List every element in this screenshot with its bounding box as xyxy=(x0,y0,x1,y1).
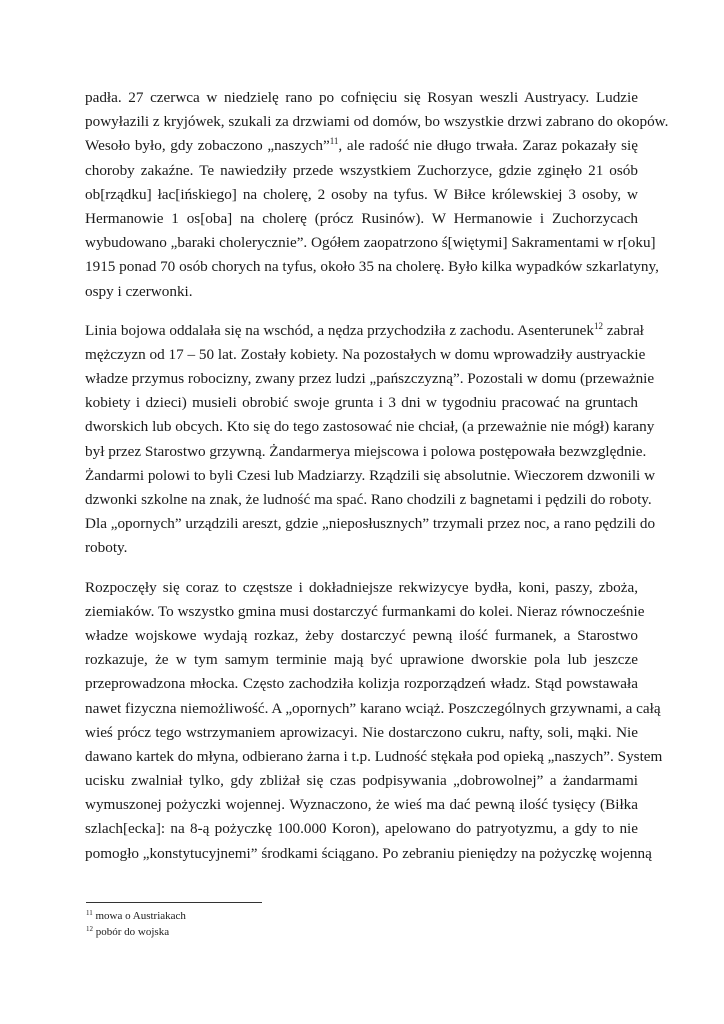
text-segment: , ale radość nie długo trwała. Zaraz pokazały się xyxy=(338,137,638,155)
text-line: pomogło „konstytucyjnemi” środkami ściągano. Po zebraniu pieniędzy na pożyczkę wojenną xyxy=(85,844,652,862)
footnote-number: 11 xyxy=(86,909,93,917)
text-line: był przez Starostwo grzywną. Żandarmerya miejscowa i polowa postępowała bezwzględnie. xyxy=(85,442,647,460)
text-line: Rozpoczęły się coraz to częstsze i dokładniejsze rekwizycye bydła, koni, paszy, zboża, xyxy=(85,578,638,596)
text-segment: zabrał xyxy=(603,321,644,339)
paragraph xyxy=(85,86,669,304)
text-line xyxy=(85,319,644,343)
footnote-text: pobór do wojska xyxy=(93,925,170,938)
text-line: władze przymus robocizny, zwany przez ludzi „pańszczyzną”. Pozostali w domu (przeważnie xyxy=(85,370,655,388)
text-line: przeprowadzona młocka. Często zachodziła kolizja rozporządzeń władz. Stąd powstawała xyxy=(85,675,638,693)
footnote-separator xyxy=(86,902,262,903)
text-line: 1915 ponad 70 osób chorych na tyfus, około 35 na cholerę. Było kilka wypadków szkarlatyny, xyxy=(85,258,659,276)
text-line: Hermanowie 1 os[oba] na cholerę (prócz Rusinów). W Hermanowie i Zuchorzycach xyxy=(85,209,638,227)
footnote-text: mowa o Austriakach xyxy=(92,910,186,922)
footnote-reference[interactable]: 12 xyxy=(594,320,604,331)
text-line: władze wojskowe wydają rozkaz, żeby dostarczyć pewną ilość furmanek, a Starostwo xyxy=(85,626,638,644)
text-line: wieś prócz tego wstrzymaniem aprowizacyi. Nie dostarczono cukru, nafty, soli, mąki. Nie xyxy=(85,723,638,741)
footnote-reference[interactable]: 11 xyxy=(329,136,339,147)
text-line: choroby zakaźne. Te nawiedziły przede wszystkiem Zuchorzyce, gdzie zginęło 21 osób xyxy=(85,161,638,179)
text-line: Żandarmi polowi to byli Czesi lub Madziarzy. Rządzili się absolutnie. Wieczorem dzwonili w xyxy=(85,466,656,484)
text-line: ob[rządku] łac[ińskiego] na cholerę, 2 osoby na tyfus. W Biłce królewskiej 3 osoby, w xyxy=(85,185,638,203)
text-line: szlach[ecka]: na 8-ą pożyczkę 100.000 Koron), apelowano do patryotyzmu, a gdy to nie xyxy=(85,820,638,838)
body-text xyxy=(85,86,669,881)
text-line: ziemiaków. To wszystko gmina musi dostarczyć furmankami do kolei. Nieraz równocześnie xyxy=(85,602,645,620)
text-line: roboty. xyxy=(85,539,128,557)
text-line: kobiety i dzieci) musieli obrobić swoje grunta i 3 dni w tygodniu pracować na gruntach xyxy=(85,394,638,412)
footnote-11 xyxy=(86,909,186,925)
text-line: ucisku zwalniał tylko, gdy zbliżał się czas podpisywania „dobrowolnej” a żandarmami xyxy=(85,772,638,790)
text-line: dzwonki szkolne na znak, że ludność ma spać. Rano chodzili z bagnetami i pędzili do roboty. xyxy=(85,491,652,508)
text-line: dworskich lub obcych. Kto się do tego zastosować nie chciał, (a przeważnie nie mógł) karany xyxy=(85,418,655,436)
footnote-12 xyxy=(86,925,186,941)
text-segment: Linia bojowa oddalała się na wschód, a nędza przychodziła z zachodu. Asenterunek xyxy=(85,321,595,339)
text-line: dawano kartek do młyna, odbierano żarna i t.p. Ludność stękała pod opieką „naszych”. System xyxy=(85,747,663,765)
text-line xyxy=(85,134,638,158)
text-line: ospy i czerwonki. xyxy=(85,282,193,300)
footnote-number: 12 xyxy=(86,924,93,933)
text-line: mężczyzn od 17 – 50 lat. Zostały kobiety. Na pozostałych w domu wprowadziły austryackie xyxy=(85,345,646,363)
text-line: nawet fizyczna niemożliwość. A „opornych” karano wciąż. Poszczególnych grzywnami, a całą xyxy=(85,699,661,717)
paragraph xyxy=(85,319,656,561)
text-line: padła. 27 czerwca w niedzielę rano po cofnięciu się Rosyan weszli Austryacy. Ludzie xyxy=(85,89,638,106)
paragraph xyxy=(85,576,663,866)
text-line: powyłazili z kryjówek, szukali za drzwiami od domów, bo wszystkie drzwi zabrano do okopów. xyxy=(85,113,669,131)
text-line: rozkazuje, że w tym samym terminie mają być uprawione dworskie pola lub jeszcze xyxy=(85,651,638,669)
text-segment: Wesoło było, gdy zobaczono „naszych” xyxy=(85,137,330,155)
text-line: wymuszonej pożyczki wojennej. Wyznaczono, że wieś ma dać pewną ilość tysięcy (Biłka xyxy=(85,796,638,814)
footnotes xyxy=(86,909,186,940)
text-line: wybudowano „baraki cholerycznie”. Ogółem zaopatrzono ś[więtymi] Sakramentami w r[oku] xyxy=(85,234,656,252)
text-line: Dla „opornych” urządzili areszt, gdzie „nieposłusznych” trzymali przez noc, a rano pędzili do xyxy=(85,515,656,533)
